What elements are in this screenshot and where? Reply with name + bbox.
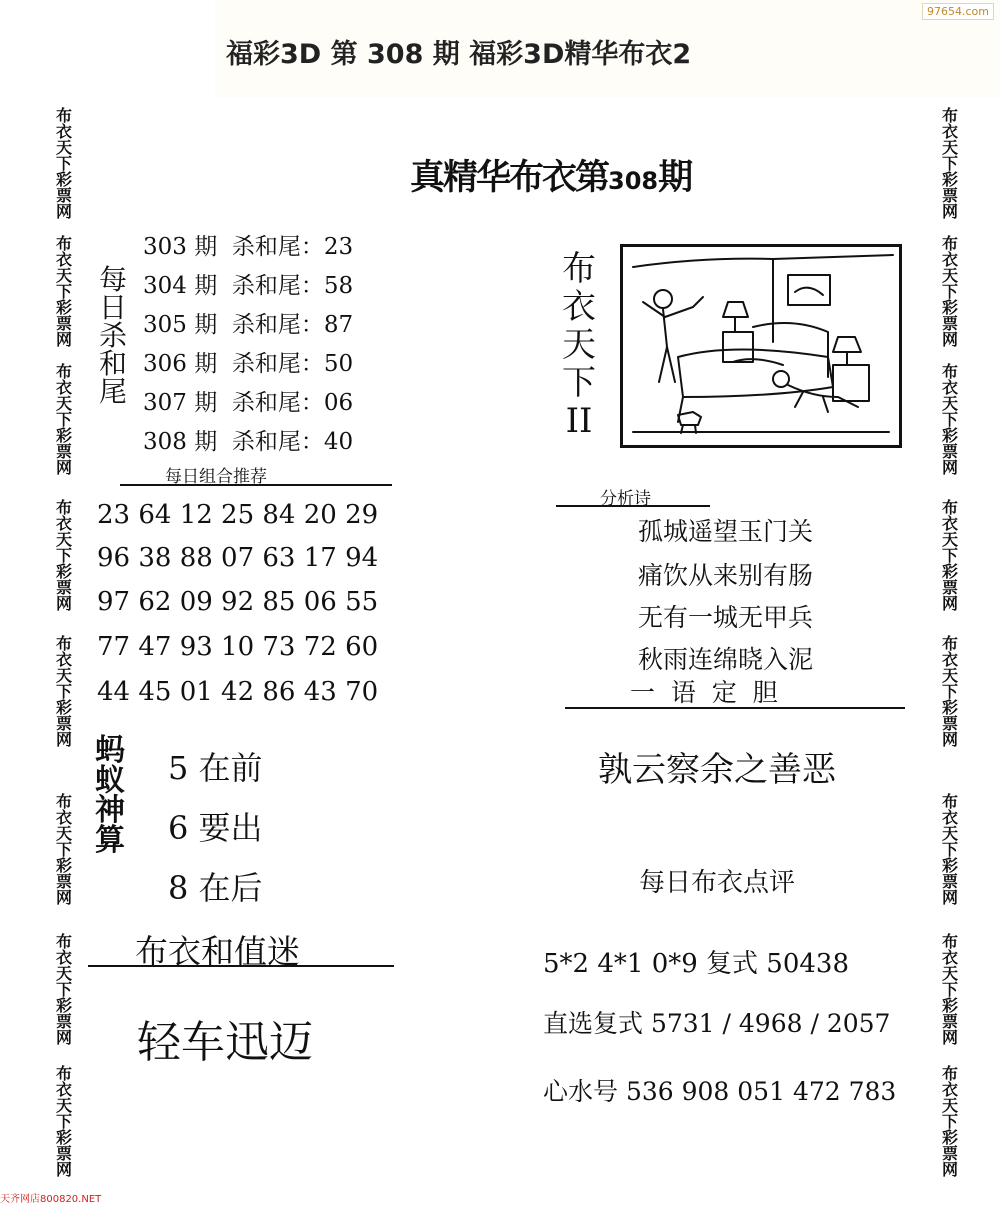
side-watermark-char: 布 xyxy=(941,932,958,951)
kill-tail-row: 308 期 杀和尾：40 xyxy=(143,429,354,455)
side-watermark-char: 衣 xyxy=(55,808,72,827)
side-watermark-char: 下 xyxy=(941,282,958,301)
side-watermark-char: 天 xyxy=(941,266,958,285)
side-watermark-char: 票 xyxy=(55,578,72,597)
ant-title-char: 算 xyxy=(95,823,125,858)
side-watermark-char: 布 xyxy=(55,498,72,517)
side-watermark-char: 网 xyxy=(55,888,72,907)
side-watermark-char: 彩 xyxy=(55,856,72,875)
side-watermark-block xyxy=(52,934,76,1046)
side-watermark-char: 下 xyxy=(941,1112,958,1131)
side-watermark-char: 彩 xyxy=(55,426,72,445)
side-watermark-char: 衣 xyxy=(55,1080,72,1099)
main-title xyxy=(410,150,691,200)
side-watermark-char: 票 xyxy=(55,1144,72,1163)
pick-line-2: 直选复式 5731 / 4968 / 2057 xyxy=(543,1009,891,1038)
side-watermark-char: 网 xyxy=(941,1160,958,1179)
poem-heading-rule xyxy=(556,505,710,507)
side-watermark-char: 天 xyxy=(55,530,72,549)
side-watermark-char: 票 xyxy=(55,314,72,333)
combo-row: 44 45 01 42 86 43 70 xyxy=(97,677,379,707)
side-watermark-char: 天 xyxy=(55,824,72,843)
side-watermark-char: 布 xyxy=(55,792,72,811)
side-watermark-char: 衣 xyxy=(941,250,958,269)
side-watermark-char: 衣 xyxy=(941,650,958,669)
side-watermark-char: 天 xyxy=(941,824,958,843)
right-title-char: II xyxy=(565,401,593,441)
ant-title-char: 神 xyxy=(95,793,125,828)
footer-watermark[interactable]: 天齐网店800820.NET xyxy=(0,1194,102,1205)
side-watermark-block xyxy=(938,934,962,1046)
side-watermark-char: 下 xyxy=(55,282,72,301)
kill-tail-title-char: 和 xyxy=(98,347,127,380)
side-watermark-char: 网 xyxy=(941,458,958,477)
bedroom-cartoon-illustration xyxy=(623,247,899,445)
side-watermark-char: 彩 xyxy=(941,996,958,1015)
side-watermark-char: 衣 xyxy=(55,948,72,967)
daily-phrase: 孰云察余之善恶 xyxy=(598,750,836,790)
side-watermark-char: 票 xyxy=(941,442,958,461)
side-watermark-char: 票 xyxy=(941,314,958,333)
side-watermark-char: 下 xyxy=(55,980,72,999)
side-watermark-char: 布 xyxy=(55,1064,72,1083)
side-watermark-char: 衣 xyxy=(941,948,958,967)
ant-title-char: 蚁 xyxy=(95,763,125,798)
side-watermark-block xyxy=(938,236,962,348)
ant-line: 8 在后 xyxy=(168,869,263,907)
side-watermark-char: 票 xyxy=(941,1012,958,1031)
side-watermark-char: 天 xyxy=(941,666,958,685)
side-watermark-char: 衣 xyxy=(941,808,958,827)
right-vertical-title xyxy=(556,250,602,440)
side-watermark-char: 布 xyxy=(941,362,958,381)
poem-line: 无有一城无甲兵 xyxy=(638,603,814,632)
combo-heading: 每日组合推荐 xyxy=(165,467,267,487)
daily-review-heading: 每日布衣点评 xyxy=(639,868,796,898)
side-watermark-char: 网 xyxy=(55,202,72,221)
side-watermark-char: 布 xyxy=(941,792,958,811)
ant-line: 5 在前 xyxy=(168,749,263,787)
kill-tail-row: 305 期 杀和尾：87 xyxy=(143,312,354,338)
side-watermark-char: 网 xyxy=(941,888,958,907)
combo-row: 97 62 09 92 85 06 55 xyxy=(97,587,379,617)
side-watermark-char: 网 xyxy=(941,594,958,613)
side-watermark-char: 衣 xyxy=(55,650,72,669)
side-watermark-block xyxy=(52,636,76,748)
side-watermark-char: 彩 xyxy=(55,698,72,717)
side-watermark-char: 天 xyxy=(55,964,72,983)
side-watermark-block xyxy=(938,108,962,220)
side-watermark-char: 天 xyxy=(941,394,958,413)
side-watermark-char: 布 xyxy=(941,634,958,653)
cartoon-image xyxy=(620,244,902,448)
side-watermark-char: 下 xyxy=(941,410,958,429)
side-watermark-char: 下 xyxy=(941,546,958,565)
combo-row: 23 64 12 25 84 20 29 xyxy=(97,500,379,530)
side-watermark-char: 网 xyxy=(55,594,72,613)
side-watermark-block xyxy=(52,794,76,906)
side-watermark-char: 天 xyxy=(55,1096,72,1115)
page-title: 福彩3D 第 308 期 福彩3D精华布衣2 xyxy=(226,39,692,70)
poem-line: 孤城遥望玉门关 xyxy=(638,517,814,546)
side-watermark-char: 彩 xyxy=(941,298,958,317)
side-watermark-char: 衣 xyxy=(55,514,72,533)
side-watermark-char: 彩 xyxy=(55,562,72,581)
side-watermark-char: 彩 xyxy=(55,170,72,189)
side-watermark-char: 下 xyxy=(55,154,72,173)
poem-heading: 分析诗 xyxy=(600,489,651,509)
side-watermark-char: 下 xyxy=(55,682,72,701)
poem-line: 一 语 定 胆 xyxy=(630,678,778,707)
pick-line-1: 5*2 4*1 0*9 复式 50438 xyxy=(543,949,850,979)
side-watermark-char: 布 xyxy=(941,106,958,125)
side-watermark-char: 衣 xyxy=(55,250,72,269)
side-watermark-char: 下 xyxy=(941,682,958,701)
side-watermark-char: 布 xyxy=(55,234,72,253)
side-watermark-char: 衣 xyxy=(55,378,72,397)
kill-tail-row: 306 期 杀和尾：50 xyxy=(143,351,354,377)
ant-line: 6 要出 xyxy=(168,809,263,847)
right-title-char: 衣 xyxy=(562,287,596,327)
side-watermark-char: 网 xyxy=(55,330,72,349)
sum-riddle-rule xyxy=(88,965,394,967)
ant-vertical-title xyxy=(92,733,128,858)
side-watermark-char: 天 xyxy=(55,266,72,285)
site-watermark[interactable]: 97654.com xyxy=(922,3,994,20)
side-watermark-char: 彩 xyxy=(941,1128,958,1147)
combo-heading-rule xyxy=(120,484,392,486)
kill-tail-row: 303 期 杀和尾：23 xyxy=(143,234,354,260)
side-watermark-char: 衣 xyxy=(941,378,958,397)
side-watermark-char: 天 xyxy=(55,666,72,685)
side-watermark-char: 网 xyxy=(55,1028,72,1047)
kill-tail-title-char: 每 xyxy=(98,263,127,296)
side-watermark-char: 天 xyxy=(941,530,958,549)
side-watermark-block xyxy=(52,500,76,612)
side-watermark-char: 网 xyxy=(55,1160,72,1179)
side-watermark-char: 彩 xyxy=(941,698,958,717)
side-watermark-char: 下 xyxy=(941,840,958,859)
combo-row: 96 38 88 07 63 17 94 xyxy=(97,543,379,573)
kill-tail-row: 307 期 杀和尾：06 xyxy=(143,390,354,416)
side-watermark-char: 布 xyxy=(55,362,72,381)
side-watermark-char: 下 xyxy=(55,546,72,565)
side-watermark-char: 衣 xyxy=(941,1080,958,1099)
right-title-char: 天 xyxy=(562,325,596,365)
main-title-text: 真精华布衣第 xyxy=(410,158,609,198)
side-watermark-char: 彩 xyxy=(941,856,958,875)
side-watermark-char: 网 xyxy=(55,458,72,477)
side-watermark-char: 彩 xyxy=(941,562,958,581)
side-watermark-block xyxy=(52,236,76,348)
side-watermark-char: 票 xyxy=(55,1012,72,1031)
side-watermark-char: 票 xyxy=(55,714,72,733)
pick-line-3: 心水号 536 908 051 472 783 xyxy=(543,1077,897,1106)
side-watermark-char: 下 xyxy=(55,840,72,859)
side-watermark-char: 票 xyxy=(941,1144,958,1163)
kill-tail-title-char: 日 xyxy=(98,291,127,324)
side-watermark-char: 彩 xyxy=(941,426,958,445)
side-watermark-char: 天 xyxy=(55,138,72,157)
side-watermark-block xyxy=(938,636,962,748)
side-watermark-char: 天 xyxy=(941,1096,958,1115)
poem-rule xyxy=(565,707,905,709)
side-watermark-char: 网 xyxy=(55,730,72,749)
sum-riddle-heading: 布衣和值迷 xyxy=(135,932,300,971)
side-watermark-char: 下 xyxy=(941,980,958,999)
main-title-issue: 308 xyxy=(608,167,659,195)
side-watermark-char: 布 xyxy=(55,932,72,951)
side-watermark-block xyxy=(938,794,962,906)
side-watermark-char: 衣 xyxy=(941,514,958,533)
side-watermark-char: 网 xyxy=(941,1028,958,1047)
side-watermark-char: 衣 xyxy=(55,122,72,141)
side-watermark-char: 布 xyxy=(55,106,72,125)
side-watermark-char: 票 xyxy=(941,872,958,891)
poem-line: 痛饮从来别有肠 xyxy=(638,561,814,590)
side-watermark-char: 彩 xyxy=(55,1128,72,1147)
side-watermark-char: 网 xyxy=(941,730,958,749)
side-watermark-char: 下 xyxy=(941,154,958,173)
combo-row: 77 47 93 10 73 72 60 xyxy=(97,632,379,662)
side-watermark-block xyxy=(52,364,76,476)
side-watermark-char: 票 xyxy=(55,872,72,891)
side-watermark-char: 网 xyxy=(941,202,958,221)
side-watermark-char: 衣 xyxy=(941,122,958,141)
side-watermark-char: 票 xyxy=(941,714,958,733)
side-watermark-char: 天 xyxy=(941,964,958,983)
side-watermark-char: 票 xyxy=(941,578,958,597)
side-watermark-block xyxy=(938,1066,962,1178)
right-title-char: 下 xyxy=(562,363,596,403)
kill-tail-vertical-title xyxy=(96,263,130,408)
side-watermark-char: 布 xyxy=(941,1064,958,1083)
side-watermark-char: 天 xyxy=(55,394,72,413)
side-watermark-char: 票 xyxy=(55,442,72,461)
side-watermark-block xyxy=(52,1066,76,1178)
right-title-char: 布 xyxy=(562,249,596,289)
kill-tail-title-char: 尾 xyxy=(98,375,127,408)
side-watermark-char: 下 xyxy=(55,1112,72,1131)
side-watermark-char: 彩 xyxy=(941,170,958,189)
poem-line: 秋雨连绵晓入泥 xyxy=(638,645,814,674)
ant-title-char: 蚂 xyxy=(95,733,125,768)
side-watermark-block xyxy=(52,108,76,220)
side-watermark-char: 票 xyxy=(55,186,72,205)
side-watermark-char: 票 xyxy=(941,186,958,205)
main-title-suffix: 期 xyxy=(658,158,692,198)
kill-tail-row: 304 期 杀和尾：58 xyxy=(143,273,354,299)
side-watermark-char: 彩 xyxy=(55,298,72,317)
side-watermark-char: 网 xyxy=(941,330,958,349)
side-watermark-char: 布 xyxy=(55,634,72,653)
sum-riddle-motto: 轻车迅迈 xyxy=(137,1017,313,1068)
side-watermark-char: 布 xyxy=(941,234,958,253)
kill-tail-title-char: 杀 xyxy=(98,319,127,352)
side-watermark-block xyxy=(938,500,962,612)
side-watermark-char: 天 xyxy=(941,138,958,157)
side-watermark-char: 布 xyxy=(941,498,958,517)
side-watermark-char: 彩 xyxy=(55,996,72,1015)
side-watermark-block xyxy=(938,364,962,476)
side-watermark-char: 下 xyxy=(55,410,72,429)
